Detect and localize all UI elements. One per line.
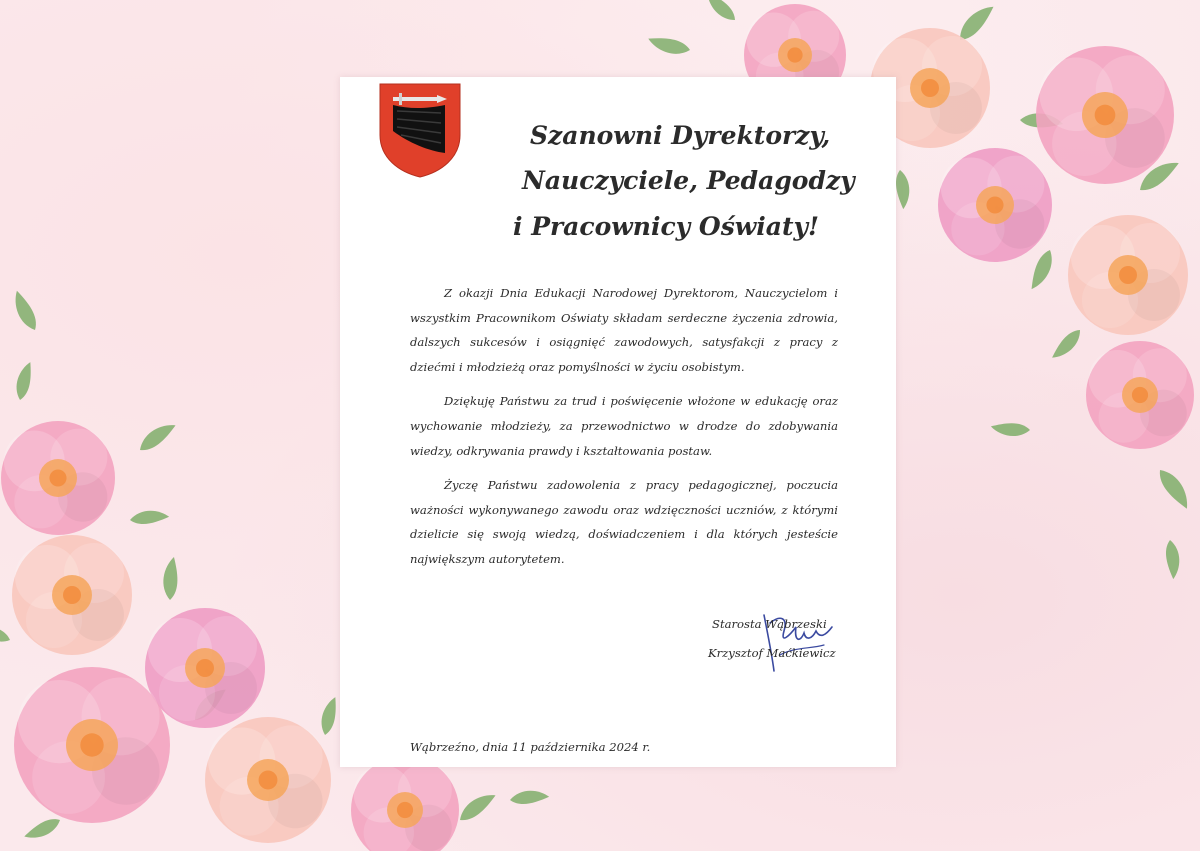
heading-line-1: Szanowni Dyrektorzy, xyxy=(530,121,831,150)
paragraph-thanks: Dziękuję Państwu za trud i poświęcenie włożone w edukację oraz wychowanie młodzieży, za przewodnictwo w drodze do zdobywania wiedzy, odkrywania prawdy i kształtowania postaw. xyxy=(410,394,838,458)
coat-of-arms-icon xyxy=(379,83,461,178)
heading-line-3: i Pracownicy Oświaty! xyxy=(513,212,820,241)
heading-line-2: Nauczyciele, Pedagodzy xyxy=(522,166,855,195)
paragraph-closing: Życzę Państwu zadowolenia z pracy pedagogicznej, poczucia ważności wykonywanego zawodu oraz wdzięczności uczniów, z którymi dzielicie się swoją wiedzą, doświadczeniem i dla których jesteście największym autorytetem. xyxy=(410,478,838,566)
letter-page xyxy=(340,77,896,767)
signatory-title: Starosta Wąbrzeski xyxy=(712,617,827,631)
date-line: Wąbrzeźno, dnia 11 października 2024 r. xyxy=(410,740,651,754)
paragraph-wishes: Z okazji Dnia Edukacji Narodowej Dyrektorom, Nauczycielom i wszystkim Pracownikom Oświaty składam serdeczne życzenia zdrowia, dalszych sukcesów i osiągnięć zawodowych, satysfakcji z pracy z dziećmi i młodzieżą oraz pomyślności w życiu osobistym. xyxy=(410,286,838,374)
signatory-name: Krzysztof Maćkiewicz xyxy=(708,646,836,660)
handwritten-signature xyxy=(750,605,840,675)
letter-body xyxy=(410,281,838,582)
